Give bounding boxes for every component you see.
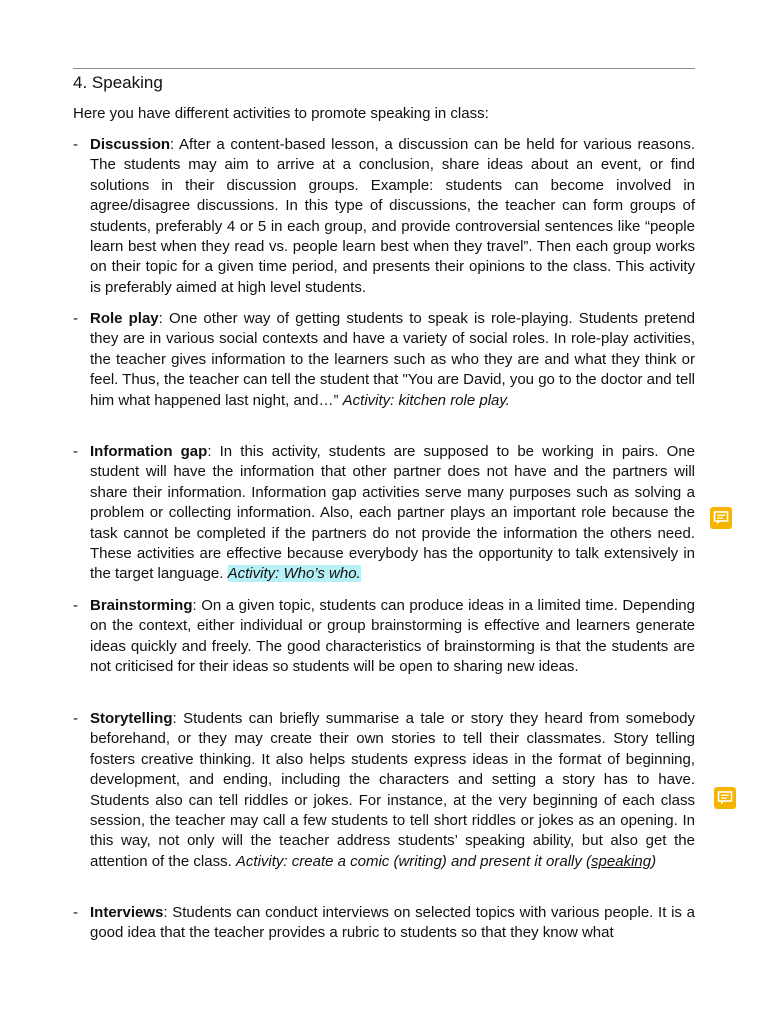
list-item-text: [90, 309, 695, 411]
list-item-text: [90, 442, 695, 585]
section-heading: 4. Speaking: [73, 73, 163, 92]
item-term: Discussion: [90, 136, 171, 153]
list-dash: -: [73, 710, 78, 727]
item-body: : On a given topic, students can produce ideas in a limited time. Depending on the context, either individual or group brainstorming is effective and learners generate ideas quickly and freely. The good characteristics of brainstorming is that the students are not criticised for their ideas so students will be open to sharing new ideas.: [90, 597, 695, 676]
comment-icon[interactable]: [710, 507, 732, 529]
list-item-information-gap: [73, 442, 695, 585]
section-intro: Here you have different activities to promote speaking in class:: [73, 105, 489, 122]
item-activity-underlined: speaking: [591, 852, 652, 870]
list-dash: -: [73, 310, 78, 327]
item-body: : One other way of getting students to speak is role-playing. Students pretend they are in various social contexts and have a variety of social roles. In role-play activities, the teacher gives information to the learners such as who they are and what they think or feel. Thus, the teacher can tell the student that "You are David, you go to the doctor and tell him what happened last night, and…”: [90, 310, 695, 409]
list-item-text: [90, 709, 695, 872]
list-item-storytelling: [73, 709, 695, 872]
item-term: Storytelling: [90, 710, 173, 727]
list-item-text: [90, 596, 695, 678]
list-dash: -: [73, 443, 78, 460]
list-dash: -: [73, 597, 78, 614]
item-activity-paren-open: (: [586, 852, 592, 870]
item-activity: Activity: create a comic (writing) and present it orally: [235, 852, 587, 870]
list-item-text: [90, 135, 695, 298]
list-item-discussion: [73, 135, 695, 298]
list-item-role-play: [73, 309, 695, 411]
item-term: Role play: [90, 310, 159, 327]
item-body: : In this activity, students are supposed to be working in pairs. One student will have the information that other partner does not have and the partners will share their information. Information gap activities serve many purposes such as solving a problem or collecting information. Also, each partner plays an important role because the task cannot be completed if the partners do not provide the information the others need. These activities are effective because everybody has the opportunity to talk extensively in the target language.: [90, 443, 696, 583]
comment-icon[interactable]: [714, 787, 736, 809]
list-dash: -: [73, 904, 78, 921]
item-term: Brainstorming: [90, 597, 193, 614]
item-activity-highlighted[interactable]: Activity: Who’s who.: [227, 565, 361, 583]
item-term: Interviews: [90, 904, 164, 921]
item-body: : Students can briefly summarise a tale or story they heard from somebody beforehand, or they may create their own stories to tell their classmates. Story telling fosters creative thinking. It also helps students express ideas in the format of beginning, development, and ending, including the characters and setting a story has to have. Students also can tell riddles or jokes. For instance, at the very beginning of each class session, the teacher may call a few students to tell short riddles or jokes as an opening. In this way, not only will the teacher address students’ speaking ability, but also get the attention of the class.: [90, 710, 695, 870]
item-body: : Students can conduct interviews on selected topics with various people. It is a good idea that the teacher provides a rubric to students so that they know what: [90, 904, 695, 942]
list-item-interviews: [73, 903, 695, 944]
item-body: : After a content-based lesson, a discussion can be held for various reasons. The students may aim to arrive at a conclusion, share ideas about an event, or find solutions in their discussion groups. Example: students can become involved in agree/disagree discussions. In this type of discussions, the teacher can form groups of students, preferably 4 or 5 in each group, and provide controversial sentences like “people learn best when they read vs. people learn best when they travel”. Then each group works on their topic for a given time period, and presents their opinions to the class. This activity is preferably aimed at high level students.: [90, 136, 695, 296]
list-dash: -: [73, 136, 78, 153]
item-activity-paren-close: ): [651, 852, 657, 870]
list-item-brainstorming: [73, 596, 695, 678]
top-rule: [73, 68, 695, 69]
item-term: Information gap: [90, 443, 208, 460]
item-activity: Activity: kitchen role play.: [342, 391, 510, 409]
list-item-text: [90, 903, 695, 944]
